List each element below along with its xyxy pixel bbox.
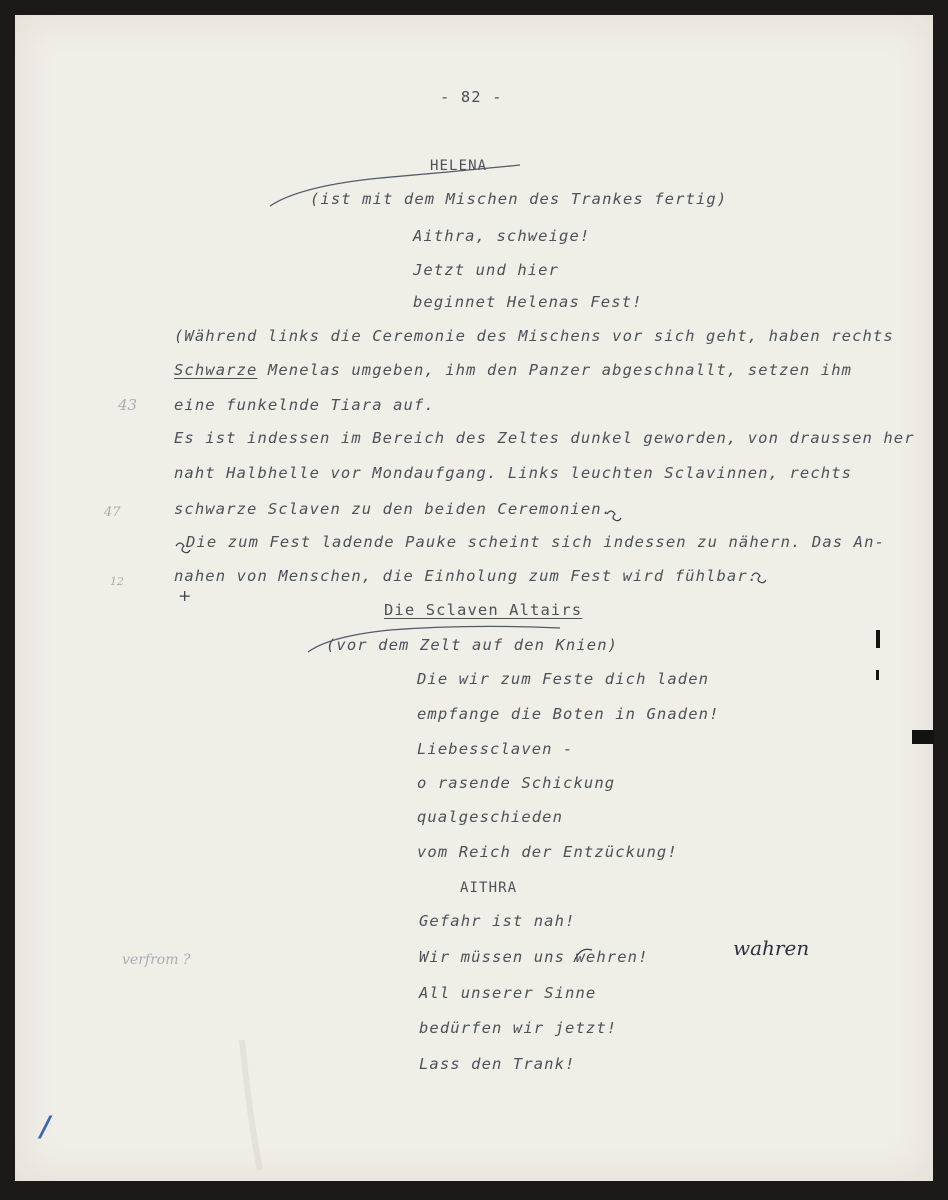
aithra-line-5: Lass den Trank! <box>419 1055 576 1073</box>
blue-pen-mark: / <box>40 1110 51 1143</box>
sclaven-line-3: Liebessclaven - <box>417 740 574 758</box>
sclaven-line-2: empfange die Boten in Gnaden! <box>417 705 720 723</box>
stage-direction-line-4: Es ist indessen im Bereich des Zeltes dunkel geworden, von draussen her <box>174 429 915 447</box>
stage-direction-line-8: nahen von Menschen, die Einholung zum Fest wird fühlbar. <box>174 567 759 585</box>
edge-mark <box>912 730 934 744</box>
sclaven-line-1: Die wir zum Feste dich laden <box>417 670 710 688</box>
stage-direction-line-6: schwarze Sclaven zu den beiden Ceremonien. <box>174 500 613 518</box>
aithra-line-4: bedürfen wir jetzt! <box>419 1019 618 1037</box>
aithra-line-1: Gefahr ist nah! <box>419 912 576 930</box>
stage-direction-line-2 <box>174 361 852 379</box>
stage-direction-helena: (ist mit dem Mischen des Trankes fertig) <box>310 190 728 208</box>
pencil-note: verfrom ? <box>122 952 191 968</box>
stage-direction-line-1: (Während links die Ceremonie des Mischens vor sich geht, haben rechts <box>174 327 894 345</box>
page-number: - 82 - <box>440 88 503 106</box>
speaker-aithra: AITHRA <box>460 880 518 896</box>
speaker-helena: HELENA <box>430 158 488 174</box>
edge-mark <box>876 670 879 680</box>
handwritten-correction: wahren <box>733 936 810 960</box>
margin-note-47: 47 <box>104 505 121 520</box>
sclaven-line-5: qualgeschieden <box>417 808 564 826</box>
margin-cross: + <box>178 586 192 605</box>
helena-line-1: Aithra, schweige! <box>413 227 591 245</box>
helena-line-3: beginnet Helenas Fest! <box>413 293 643 311</box>
stage-direction-line-7: Die zum Fest ladende Pauke scheint sich indessen zu nähern. Das An- <box>186 533 885 551</box>
sclaven-line-6: vom Reich der Entzückung! <box>417 843 678 861</box>
speaker-sclaven: Die Sclaven Altairs <box>384 601 583 619</box>
edge-mark <box>876 630 880 648</box>
stage-direction-line-5: naht Halbhelle vor Mondaufgang. Links leuchten Sclavinnen, rechts <box>174 464 853 482</box>
underlined-word: Schwarze <box>174 361 258 379</box>
helena-line-2: Jetzt und hier <box>413 261 560 279</box>
aithra-line-2: Wir müssen uns wehren! <box>419 948 649 966</box>
sclaven-line-4: o rasende Schickung <box>417 774 616 792</box>
stage-direction-line-2-rest: Menelas umgeben, ihm den Panzer abgeschnallt, setzen ihm <box>267 361 853 379</box>
stage-direction-sclaven: (vor dem Zelt auf den Knien) <box>326 636 619 654</box>
aithra-line-3: All unserer Sinne <box>419 984 597 1002</box>
margin-note-12: 12 <box>110 575 124 588</box>
stage-direction-line-3: eine funkelnde Tiara auf. <box>174 396 435 414</box>
margin-note-43: 43 <box>118 396 138 414</box>
